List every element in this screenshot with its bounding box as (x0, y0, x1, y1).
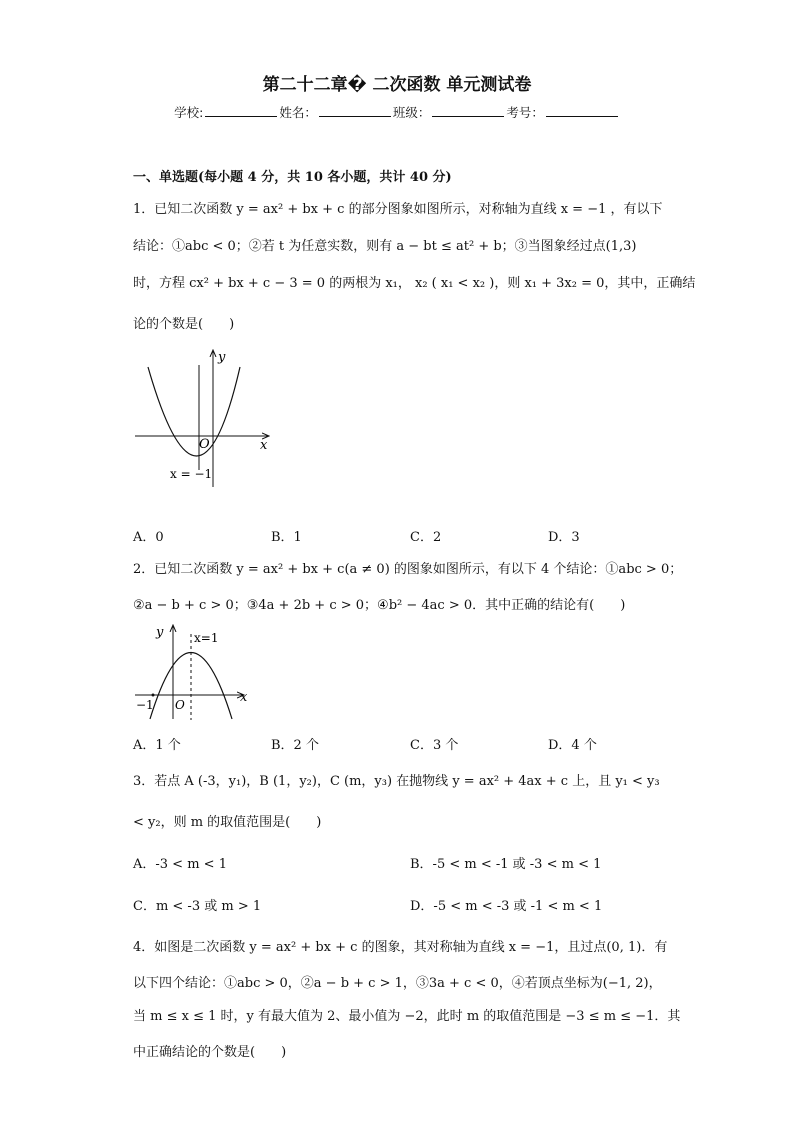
section-heading: 一、单选题(每小题 4 分，共 10 各小题，共计 40 分) (133, 170, 452, 185)
name-blank[interactable] (319, 104, 391, 117)
number-blank[interactable] (546, 104, 618, 117)
q2-origin-label: O (175, 698, 185, 712)
q4-line-3: 当 m ≤ x ≤ 1 时，y 有最大值为 2、最小值为 −2，此时 m 的取值范围是 −3 ≤ m ≤ −1．其 (133, 1009, 681, 1024)
q4-line-4: 中正确结论的个数是( ) (133, 1045, 287, 1060)
q1-x-label: x (260, 438, 268, 453)
number-label: 考号： (506, 105, 544, 120)
q2-option-c[interactable]: C．3 个 (410, 738, 459, 753)
q1-parabola (148, 367, 240, 456)
q2-option-d[interactable]: D．4 个 (548, 738, 597, 753)
q2-symmetry-label: x=1 (194, 631, 219, 645)
q2-graph (130, 622, 255, 722)
q1-option-a[interactable]: A．0 (133, 530, 164, 545)
q1-symmetry-label: x = −1 (170, 467, 213, 481)
q1-line-2: 结论：①abc < 0；②若 t 为任意实数，则有 a − bt ≤ at² + b；③当图象经过点(1,3) (133, 239, 637, 254)
q4-line-2: 以下四个结论：①abc > 0，②a − b + c > 1，③3a + c < 0，④若顶点坐标为(−1, 2)， (133, 976, 662, 991)
q1-option-c[interactable]: C．2 (410, 530, 442, 545)
q3-option-b[interactable]: B．-5 < m < -1 或 -3 < m < 1 (410, 857, 602, 872)
q3-option-c[interactable]: C．m < -3 或 m > 1 (133, 899, 262, 914)
school-label: 学校: (174, 105, 204, 120)
q3-line-2: < y₂，则 m 的取值范围是( ) (133, 815, 322, 830)
class-blank[interactable] (432, 104, 504, 117)
q2-option-b[interactable]: B．2 个 (271, 738, 319, 753)
class-label: 班级： (392, 105, 431, 120)
q1-graph (130, 345, 275, 495)
q2-line-1: 2．已知二次函数 y = ax² + bx + c(a ≠ 0) 的图象如图所示，有以下 4 个结论：①abc > 0； (133, 562, 683, 577)
q2-minus-one-label: −1 (136, 698, 154, 712)
q1-option-b[interactable]: B．1 (271, 530, 302, 545)
q1-y-label: y (218, 350, 226, 365)
q2-parabola (150, 653, 232, 720)
q3-option-d[interactable]: D．-5 < m < -3 或 -1 < m < 1 (410, 899, 603, 914)
q3-option-a[interactable]: A．-3 < m < 1 (133, 857, 227, 872)
student-info (0, 103, 794, 121)
q1-origin-label: O (199, 437, 210, 452)
q2-minus-one-point (152, 694, 155, 697)
q3-line-1: 3．若点 A (-3，y₁)，B (1，y₂)，C (m，y₃) 在抛物线 y = ax² + 4ax + c 上，且 y₁ < y₃ (133, 774, 660, 789)
q2-line-2: ②a − b + c > 0；③4a + 2b + c > 0；④b² − 4ac > 0．其中正确的结论有( ) (133, 598, 626, 613)
school-blank[interactable] (205, 104, 277, 117)
q2-y-label: y (156, 625, 164, 640)
q1-line-1: 1．已知二次函数 y = ax² + bx + c 的部分图象如图所示，对称轴为直线 x = −1 ，有以下 (133, 202, 663, 217)
q1-option-d[interactable]: D．3 (548, 530, 580, 545)
q2-option-a[interactable]: A．1 个 (133, 738, 181, 753)
page-title: 第二十二章� 二次函数 单元测试卷 (262, 75, 532, 95)
q2-x-label: x (240, 690, 248, 705)
name-label: 姓名： (279, 105, 317, 120)
q1-line-3: 时，方程 cx² + bx + c − 3 = 0 的两根为 x₁， x₂ ( x₁ < x₂ )，则 x₁ + 3x₂ = 0，其中，正确结 (133, 276, 696, 291)
q4-line-1: 4．如图是二次函数 y = ax² + bx + c 的图象，其对称轴为直线 x = −1，且过点(0, 1)．有 (133, 940, 668, 955)
q1-line-4: 论的个数是( ) (133, 317, 235, 332)
